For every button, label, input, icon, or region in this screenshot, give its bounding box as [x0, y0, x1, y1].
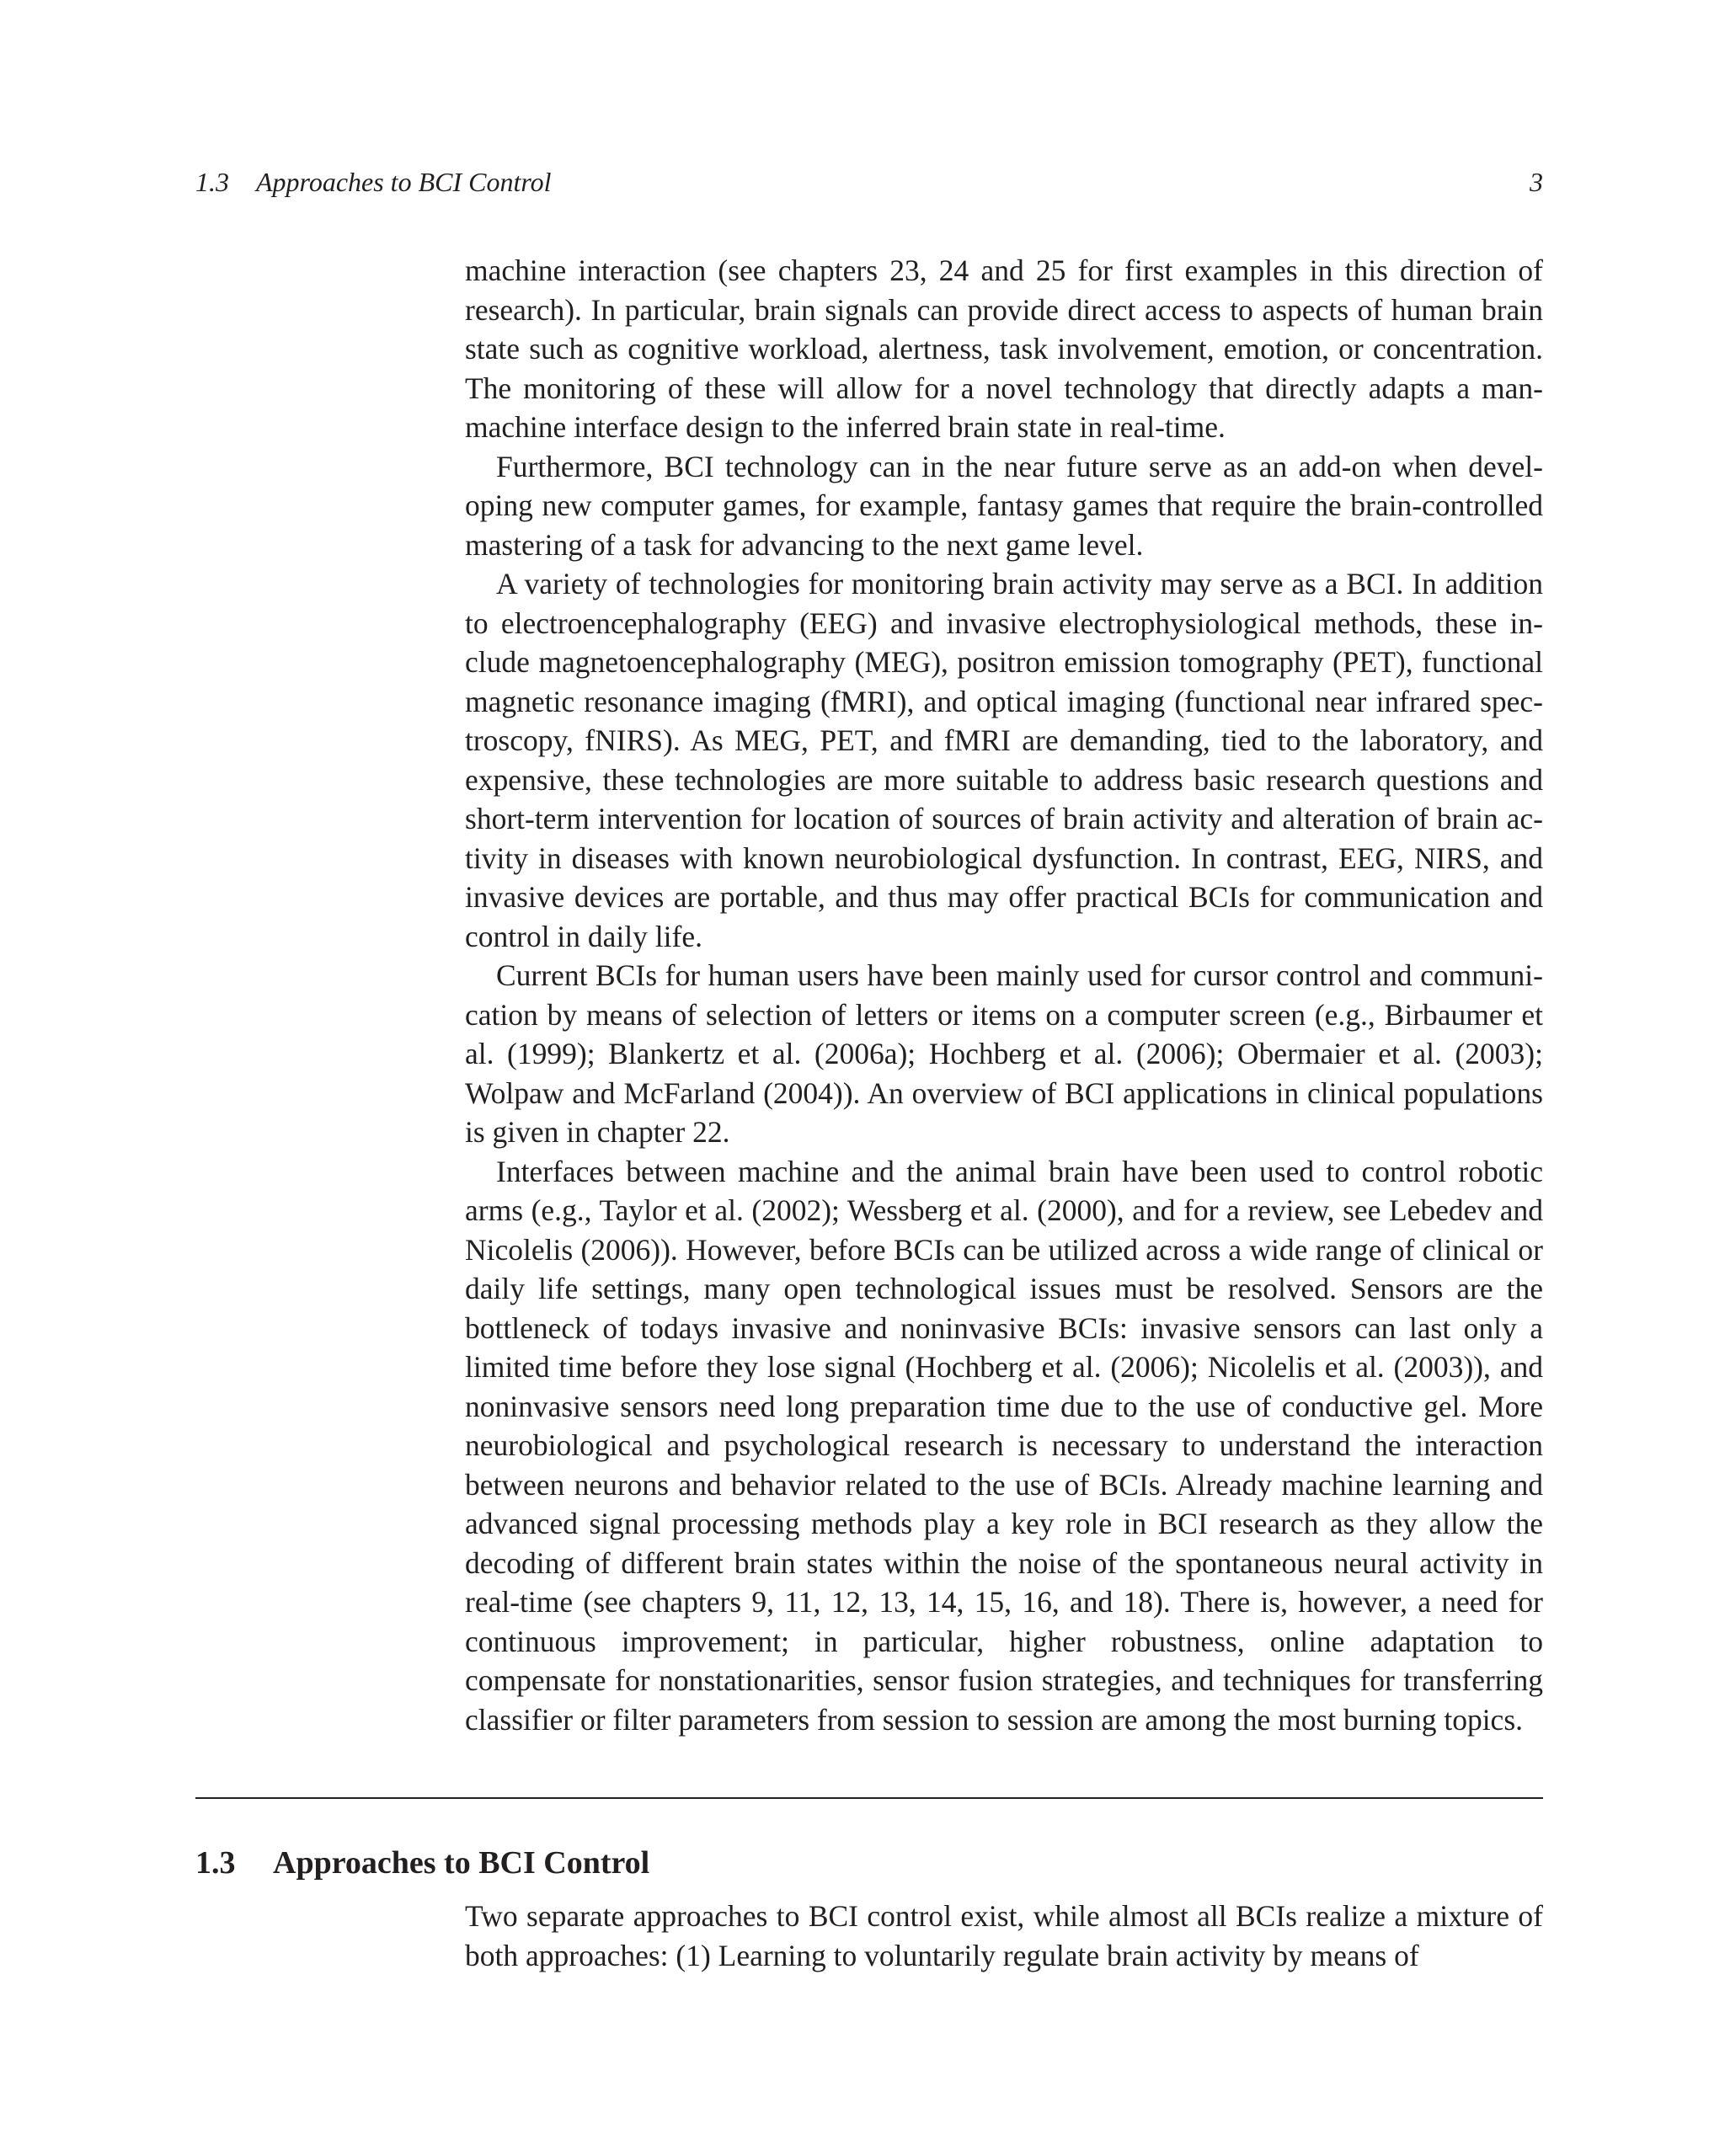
paragraph-current-bcis: Current BCIs for human users have been mainly used for cursor control and communication by means of selection of letters or items on a computer screen (e.g., Birbaumer et al. (1999); Blankertz et al. (2006a); Hochberg et al. (2006); Obermaier et al. (2003); Wolpaw and McFarland (2004)). An overview of BCI applications in clinical populations is given in chapter 22. [465, 958, 1543, 1149]
section-divider [195, 1797, 1543, 1799]
page-number: 3 [1530, 167, 1543, 197]
running-head-section-title: Approaches to BCI Control [256, 167, 552, 197]
section-body [465, 1897, 1543, 1975]
paragraph-monitoring-technologies: A variety of technologies for monitoring brain activity may serve as a BCI. In addition to electroencephalography (EEG) and invasive electrophysiological methods, these include magnetoencephalography (MEG), positron emission tomography (PET), functional magnetic resonance imaging (fMRI), and optical imaging (functional near infrared spectroscopy, fNIRS). As MEG, PET, and fMRI are demanding, tied to the laboratory, and expensive, these technologies are more suitable to address basic research questions and short-term intervention for location of sources of brain activity and alteration of brain activity in diseases with known neurobiological dysfunction. In contrast, EEG, NIRS, and invasive devices are portable, and thus may offer practical BCIs for communication and control in daily life. [465, 567, 1543, 953]
paragraph-animal-interfaces: Interfaces between machine and the animal brain have been used to control robotic arms (e.g., Taylor et al. (2002); Wessberg et al. (2000), and for a review, see Lebedev and Nicolelis (2006)). However, before BCIs can be utilized across a wide range of clinical or daily life settings, many open technological issues must be resolved. Sensors are the bottleneck of todays invasive and noninvasive BCIs: invasive sensors can last only a limited time before they lose signal (Hochberg et al. (2006); Nicolelis et al. (2003)), and noninvasive sensors need long preparation time due to the use of conductive gel. More neurobiological and psychological research is necessary to understand the interaction between neurons and behavior related to the use of BCIs. Already machine learning and advanced signal processing methods play a key role in BCI research as they allow the decoding of different brain states within the noise of the spontaneous neural activity in real-time (see chapters 9, 11, 12, 13, 14, 15, 16, and 18). There is, however, a need for continuous improvement; in particular, higher robustness, online adaptation to compensate for nonstationarities, sensor fusion strategies, and techniques for transferring classifier or filter parameters from session to session are among the most burning topics. [465, 1154, 1543, 1737]
paragraph-computer-games: Furthermore, BCI technology can in the near future serve as an add-on when developing new computer games, for example, fantasy games that require the brain-controlled mastering of a task for advancing to the next game level. [465, 449, 1543, 562]
section-heading-number: 1.3 [195, 1844, 236, 1881]
paragraph-section-intro: Two separate approaches to BCI control exist, while almost all BCIs realize a mixture of both approaches: (1) Learning to voluntarily regulate brain activity by means of [465, 1899, 1543, 1972]
running-head-section-number: 1.3 [195, 167, 229, 197]
body-text [465, 251, 1543, 1739]
section-heading-title: Approaches to BCI Control [273, 1844, 650, 1881]
section-heading [195, 1841, 1543, 1885]
paragraph-continued: machine interaction (see chapters 23, 24 and 25 for first examples in this direction of research). In particular, brain signals can provide direct access to aspects of human brain state such as cognitive workload, alertness, task involvement, emotion, or concentration. The monitoring of these will allow for a novel technology that directly adapts a man-machine interface design to the inferred brain state in real-time. [465, 253, 1543, 444]
running-head [195, 165, 1543, 199]
